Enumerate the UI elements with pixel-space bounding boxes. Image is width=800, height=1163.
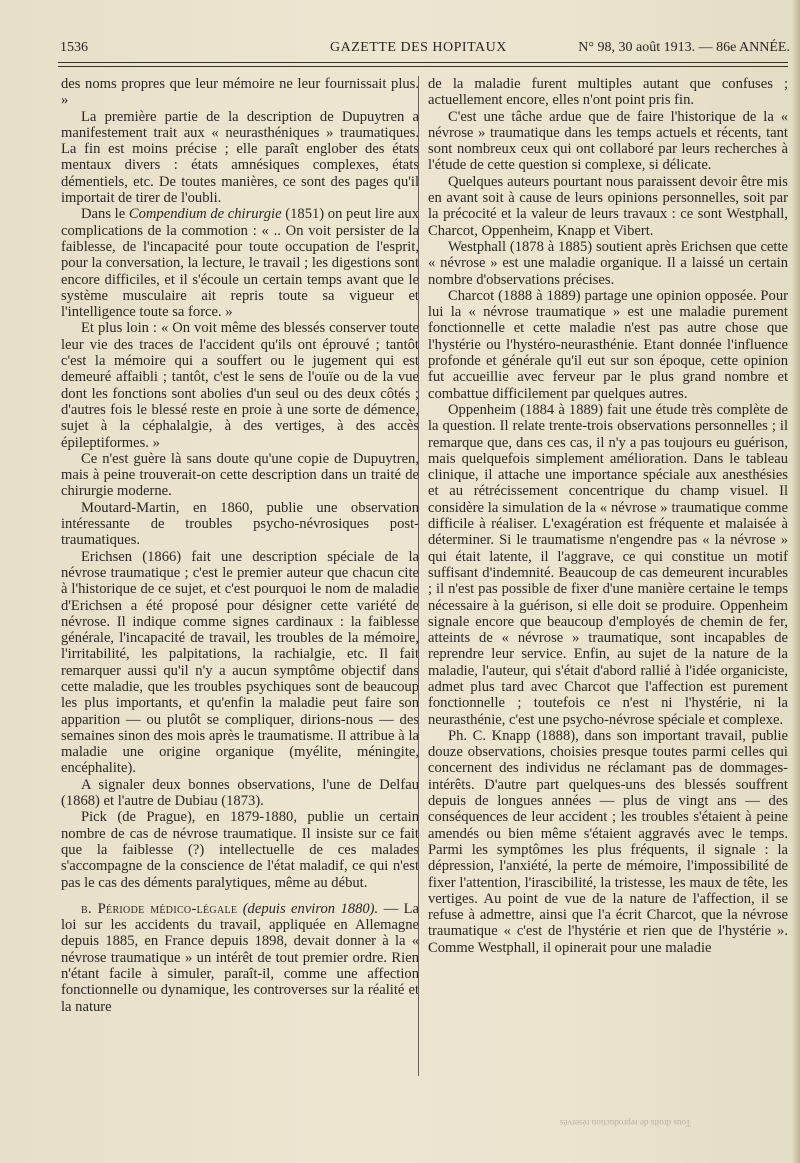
header-rule-bottom — [58, 66, 788, 67]
text-run: (1851) on peut lire aux complications de la commotion : « .. On voit persister de la faiblesse, de l'incapacité pour toute occupation de l'esprit, pour la conversation, la lecture, le travail ; les digestions sont encore difficiles, et il s'écoule un certain temps avant que le système musculaire ait repris toute sa vigueur et l'intelligence toute sa force. » — [61, 206, 420, 321]
paragraph: Pick (de Prague), en 1879-1880, publie un certain nombre de cas de névrose traumatique. Il insiste sur ce fait que la faiblesse (?) intellectuelle de ces malades s'accompagne de la conscience de l'état maladif, ce qui n'est pas le cas des déments paralytiques, même au début. — [61, 809, 419, 891]
paragraph: A signaler deux bonnes observations, l'une de Delfau (1868) et l'autre de Dubiau (1873). — [61, 776, 419, 810]
header-rule-top — [58, 62, 788, 63]
journal-title: GAZETTE DES HOPITAUX — [330, 40, 507, 55]
bleed-through-mark: Tous droits de reproduction réservés — [560, 1118, 691, 1128]
paragraph: Erichsen (1866) fait une description spéciale de la névrose traumatique ; c'est le premier auteur que chacun cite à l'historique de ce sujet, et c'est pourquoi le nom de maladie d'Erichsen a été proposé pour désigner cette variété de névrose. Il indique comme signes cardinaux : la faiblesse générale, l'incapacité de travail, les troubles de la mémoire, l'irritabilité, les palpitations, la rachialgie, etc. Il fait remarquer aussi qu'il n'y a aucun symptôme objectif dans cette maladie, que les troubles psychiques sont de beaucoup les plus importants, et qu'enfin la maladie peut faire son apparition — ou plutôt se compliquer, dirions-nous — des semaines sinon des mois après le traumatisme. Il attribue à la maladie une origine organique (myélite, méningite, encéphalite). — [61, 548, 419, 777]
text-run: — La loi sur les accidents du travail, appliquée en Allemagne depuis 1885, en France depuis 1898, devait donner à la « névrose traumatique » un intérêt de tout premier ordre. Rien n'étant facile à simuler, paraît-il, comme une affection fonctionnelle ou dynamique, les controverses sur la réalité et la nature — [61, 900, 419, 1015]
paragraph: Ph. C. Knapp (1888), dans son important travail, publie douze observations, choisies presque toutes parmi celles qui concernent des individus ne réclamant pas de dommages-intérêts. D'autre part quelques-uns des blessés souffrent depuis de longues années — plus de vingt ans — des conséquences de leur accident ; les troubles s'étaient à peine amendés ou bien même s'étaient aggravés avec le temps. Parmi les symptômes les plus fréquents, il signale : la dépression, l'anxiété, la perte de mémoire, l'impossibilité de fixer l'attention, l'irascibilité, la tristesse, les maux de tête, les vertiges. Au point de vue de la nature de l'affection, il se refuse à admettre, ainsi que l'a écrit Charcot, que la névrose traumatique « c'est de l'hystérie et rien que de l'hystérie ». Comme Westphall, il opinerait pour une maladie — [428, 727, 788, 956]
running-header — [60, 38, 790, 62]
paragraph: C'est une tâche ardue que de faire l'historique de la « névrose » traumatique dans les temps actuels et récents, tant sont nombreux ceux qui ont collaboré par leurs recherches à l'étude de cette question si complexe, si délicate. — [428, 108, 788, 174]
paragraph: Et plus loin : « On voit même des blessés conserver toute leur vie des traces de l'accident qu'ils ont éprouvé ; tantôt c'est la mémoire qui a souffert ou le jugement qui est demeuré affaibli ; tantôt, c'est le sens de l'ouïe ou de la vue dont les fonctions sont abolies d'un seul ou des deux côtés ; d'autres fois le blessé reste en proie à une sorte de démence, sujet à la céphalalgie, à des vertiges, à des accès épileptiformes. » — [61, 320, 419, 451]
page-number: 1536 — [60, 40, 88, 55]
paragraph: Charcot (1888 à 1889) partage une opinion opposée. Pour lui la « névrose traumatique » est une maladie purement fonctionnelle et cette maladie n'est pas autre chose que l'hystérie ou l'hystéro-neurasthénie. Etant donnée l'influence profonde et générale qu'il eut sur son époque, cette opinion fut accueillie avec ferveur par le plus grand nombre et combattue difficilement par quelques autres. — [428, 287, 788, 402]
paragraph: Oppenheim (1884 à 1889) fait une étude très complète de la question. Il relate trente-trois observations personnelles ; il remarque que, dans ces cas, il n'y a pas toujours eu guérison, mais quelquefois simplement amélioration. Dans le tableau clinique, il attache une importance spéciale aux anesthésies et au rétrécissement concentrique du champ visuel. Il considère la simulation de la « névrose » traumatique comme difficile à réaliser. L'exagération est fréquente et malaisée à déterminer. Si le traumatisme n'engendre pas « la névrose » qui était latente, il l'aggrave, ce qui constitue un motif suffisant d'indemnité. Beaucoup de cas demeurent incurables ; il n'est pas possible de fixer d'une manière certaine le temps nécessaire à la guérison, si elle doit se produire. Oppenheim signale encore que beaucoup d'employés de chemin de fer, atteints de « névrose » traumatique, sont incapables de reprendre leur service. Enfin, au sujet de la nature de la maladie, l'auteur, qui s'était d'abord rallié à l'idée organiciste, admet plus tard avec Charcot que l'affection est purement fonctionnelle ; toutefois ce n'est ni l'hystérie, ni la neurasthénie, c'est une psycho-névrose spéciale et complexe. — [428, 401, 788, 728]
paragraph — [61, 206, 419, 320]
section-heading: b. Période médico-légale — [81, 900, 238, 917]
book-title: Compendium de chirurgie — [128, 206, 282, 223]
paragraph: des noms propres que leur mémoire ne leur fournissait plus. » — [61, 76, 419, 109]
left-column — [61, 76, 419, 1015]
paragraph: Ce n'est guère là sans doute qu'une copie de Dupuytren, mais à peine trouverait-on cette description dans un traité de chirurgie moderne. — [61, 450, 419, 500]
paragraph: Moutard-Martin, en 1860, publie une observation intéressante de troubles psycho-névrosiques post-traumatiques. — [61, 499, 419, 549]
section-paragraph — [61, 901, 419, 1015]
paragraph: La première partie de la description de Dupuytren a manifestement trait aux « neurasthéniques » traumatiques. La fin est moins précise ; elle paraît englober des états mentaux divers : états amnésiques complexes, états démentiels, etc. De toutes manières, ce sont des pages qu'il importait de tirer de l'oubli. — [61, 108, 419, 207]
text-run: Dans le — [81, 206, 126, 223]
issue-info: N° 98, 30 août 1913. — 86e ANNÉE. — [578, 40, 790, 55]
right-column — [428, 76, 788, 956]
paragraph: de la maladie furent multiples autant que confuses ; actuellement encore, elles n'ont point pris fin. — [428, 76, 788, 109]
page-edge-shadow — [792, 0, 800, 1163]
column-separator — [418, 76, 419, 1076]
paragraph: Westphall (1878 à 1885) soutient après Erichsen que cette « névrose » est une maladie organique. Il a laissé un certain nombre d'observations précises. — [428, 238, 788, 288]
section-subtitle: (depuis environ 1880). — [242, 900, 379, 917]
paragraph: Quelques auteurs pourtant nous paraissent devoir être mis en avant soit à cause de leurs opinions personnelles, soit par la précocité et la valeur de leurs travaux : ce sont Westphall, Charcot, Oppenheim, Knapp et Vibert. — [428, 173, 788, 239]
